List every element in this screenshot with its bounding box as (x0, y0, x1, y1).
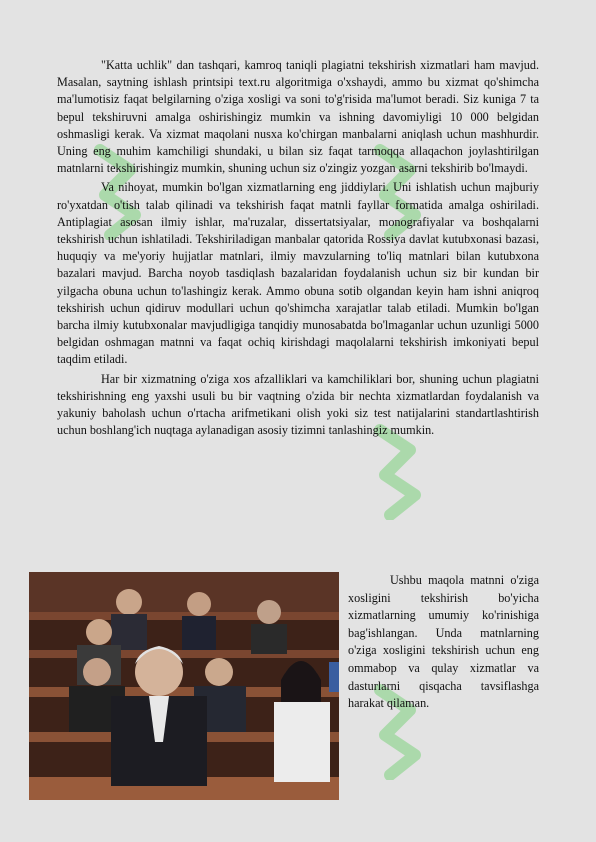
paragraph: Har bir xizmatning o'ziga xos afzalliklari va kamchiliklari bor, shuning uchun plagiatni tekshirishning eng yaxshi usuli bu bir vaqtning o'zida bir nechta xizmatlardan foydalanish va yakuniy baholash uchun o'rtacha arifmetikani olish yoki siz test natijalarini standartlashtirish uchun boshlang'ich nuqtaga aylanadigan asosiy tizimni tanlashingiz mumkin. (57, 371, 539, 438)
paragraph: Va nihoyat, mumkin bo'lgan xizmatlarning eng jiddiylari. Uni ishlatish uchun majburiy ro'yxatdan o'tish talab qilinadi va tekshirish faqat matnli fayllar formatida amalga oshiriladi. Antiplagiat asosan ilmiy ishlar, ma'ruzalar, dissertatsiyalar, monografiyalar va boshqalarni tekshirish uchun ishlatiladi. Tekshiriladigan manbalar qatorida Rossiya davlat kutubxonasi bazasi, huquqiy va me'yoriy hujjatlar matnlari, ilmiy mavzularning to'liq matnlari bilan kutubxona bazalari mavjud. Barcha noyob tasdiqlash bazalaridan foydalanish uchun siz bir kundan bir yilgacha obuna uchun to'lashingiz kerak. Ammo obuna sotib olgandan keyin ham ishni aniqroq tekshirish uchun qidiruv modullari uchun qo'shimcha xarajatlar talab etiladi. Mumkin bo'lgan barcha ilmiy kutubxonalar mavjudligiga tanqidiy munosabatda bo'lmaganlar uchun uzunligi 5000 belgidan oshmagan matnni va faqat ochiq kirishdagi maqolalarni tekshirish imkoniyati bepul taqdim etiladi. (57, 180, 539, 367)
body-text (57, 57, 539, 441)
side-paragraph: Ushbu maqola matnni o'ziga xosligini tekshirish bo'yicha xizmatlarning umumiy ko'rinishiga bag'ishlangan. Unda matnlarning o'ziga xosligini tekshirish uchun eng ommabop va qulay xizmatlar va dasturlarni qisqacha tavsiflashga harakat qilaman. (348, 573, 539, 711)
conference-photo (29, 572, 339, 800)
figure-row (29, 572, 539, 802)
paragraph: "Katta uchlik" dan tashqari, kamroq taniqli plagiatni tekshirish xizmatlari ham mavjud. Masalan, saytning ishlash printsipi text.ru algoritmiga o'xshaydi, ammo bu xizmat qo'shimcha ma'lumotisiz faqat belgilarning o'ziga xosligi va soni to'g'risida ma'lumot beradi. Siz kuniga 7 ta bepul tekshiruvni amalga oshirishingiz mumkin va ishning davomiyligi 10 000 belgidan oshmasligi kerak. Va xizmat maqolani nusxa ko'chirgan manbalarni aniqlash uchun mashhurdir. Uning eng muhim kamchiligi shundaki, u bilan siz faqat tarmoqqa allaqachon joylashtirilgan matnlarni tekshirishingiz mumkin, shuning uchun siz o'zingiz yozgan asarni tekshirib bo'lmaydi. (57, 58, 539, 176)
photo-illustration (29, 572, 339, 800)
